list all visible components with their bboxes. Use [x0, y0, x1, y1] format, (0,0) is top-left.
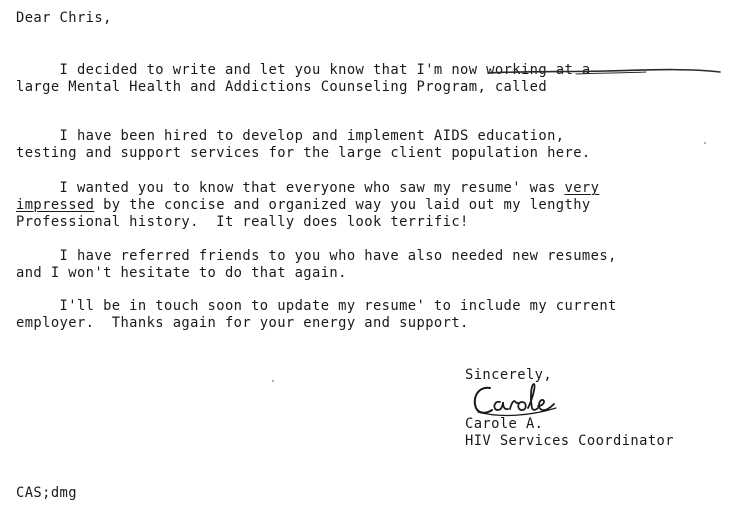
paragraph-3-text: I wanted you to know that everyone who saw my resume' was — [16, 180, 565, 196]
paragraph-2-line-1: I have been hired to develop and implement AIDS education, — [16, 128, 565, 144]
scan-speck — [272, 380, 274, 382]
underlined-word-impressed: impressed — [16, 197, 95, 213]
pen-underline-mark — [486, 63, 722, 77]
paragraph-1-line-2: large Mental Health and Addictions Counseling Program, called — [16, 79, 548, 95]
paragraph-3-line-2 — [16, 197, 591, 213]
paragraph-4-line-2: and I won't hesitate to do that again. — [16, 265, 347, 281]
paragraph-3-line-1 — [16, 180, 599, 196]
signer-title: HIV Services Coordinator — [465, 433, 674, 449]
paragraph-5-line-1: I'll be in touch soon to update my resume' to include my current — [16, 298, 617, 314]
handwritten-signature — [470, 378, 560, 420]
reference-initials: CAS;dmg — [16, 485, 77, 501]
paragraph-3-line-3: Professional history. It really does look terrific! — [16, 214, 469, 230]
paragraph-1-text: I decided to write and let you know that — [16, 62, 417, 78]
paragraph-2-line-2: testing and support services for the large client population here. — [16, 145, 591, 161]
handwritten-underlined-phrase: I'm now working at a — [416, 62, 591, 78]
signer-name: Carole A. — [465, 416, 544, 432]
paragraph-4-line-1: I have referred friends to you who have also needed new resumes, — [16, 248, 617, 264]
salutation: Dear Chris, — [16, 10, 112, 26]
underlined-word-very: very — [564, 180, 600, 196]
paragraph-5-line-2: employer. Thanks again for your energy and support. — [16, 315, 469, 331]
scan-speck — [704, 142, 706, 144]
sign-off: Sincerely, — [465, 367, 553, 383]
paragraph-3-text-cont: by the concise and organized way you laid out my lengthy — [94, 197, 591, 213]
